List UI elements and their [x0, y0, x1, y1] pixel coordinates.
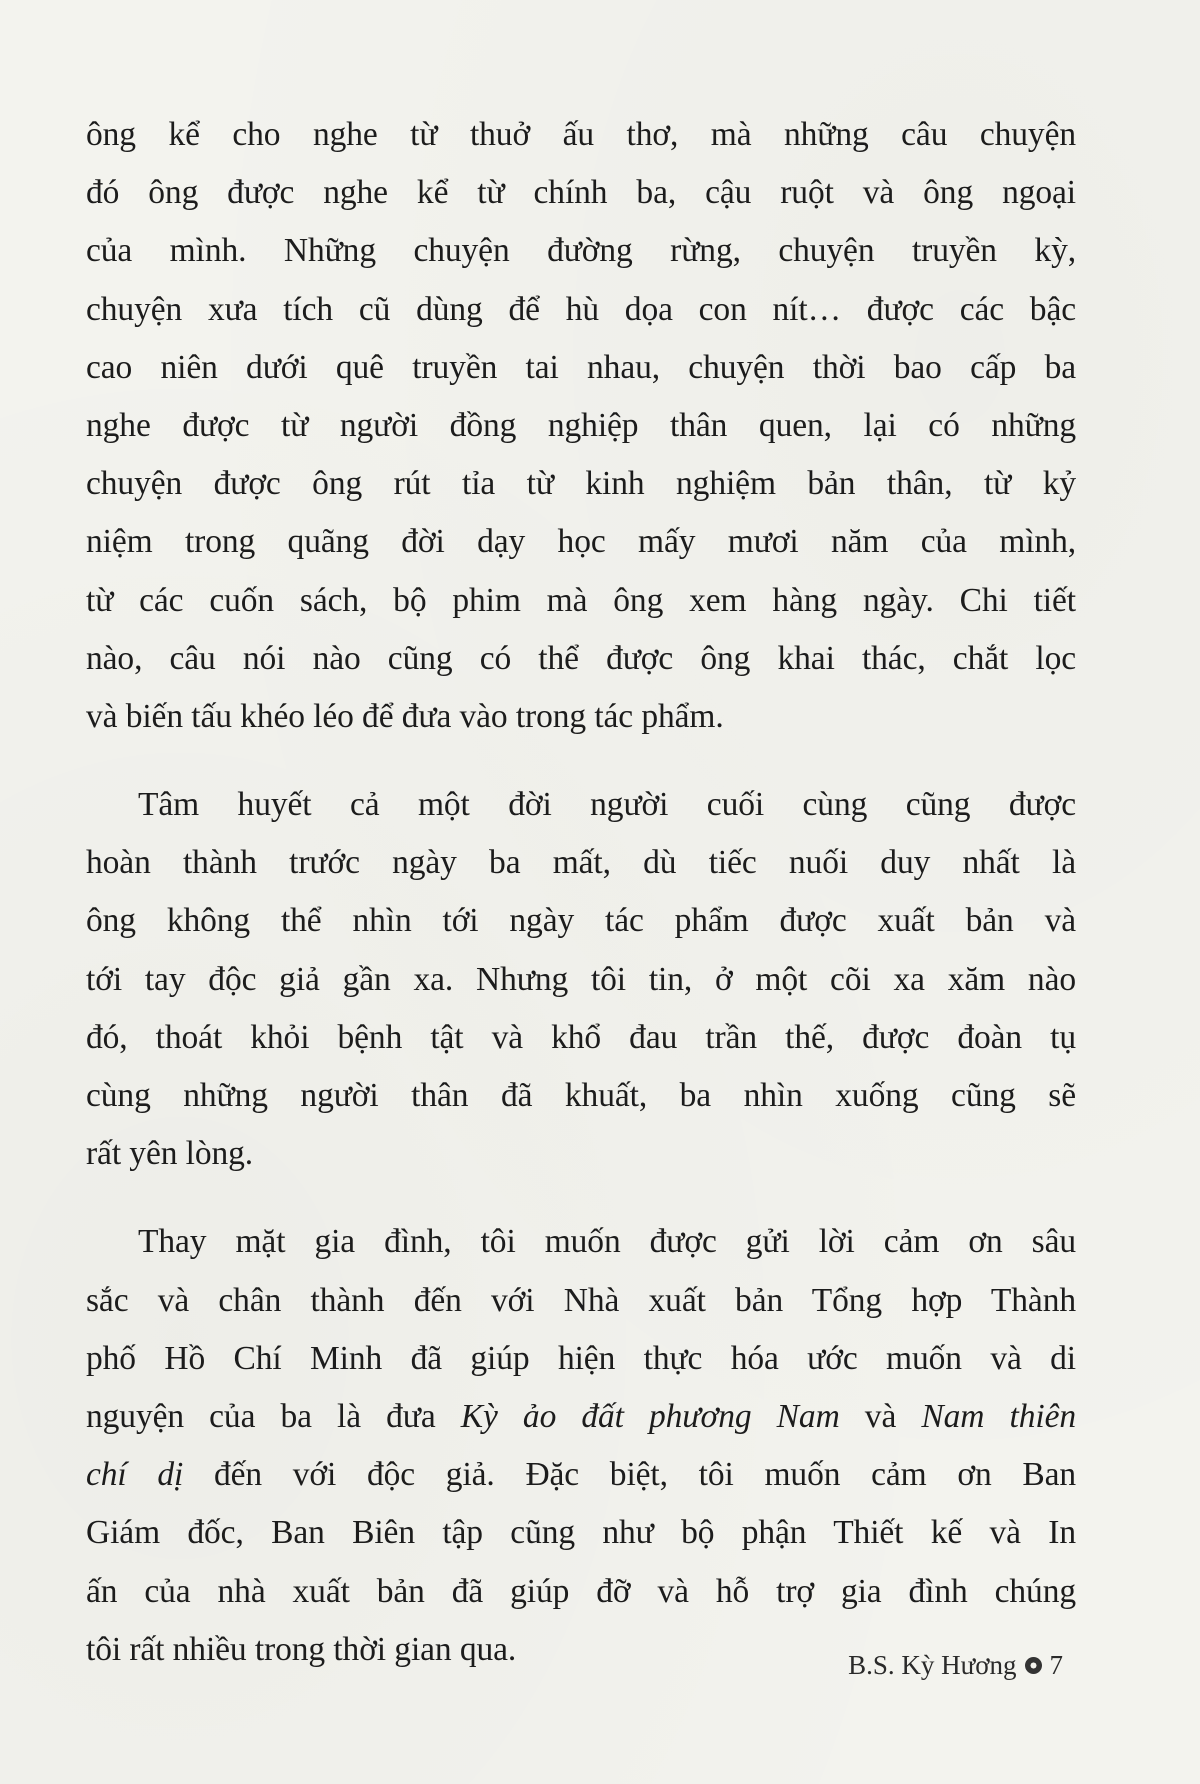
paragraph-1 [86, 106, 1076, 746]
text-line: phố Hồ Chí Minh đã giúp hiện thực hóa ước muốn và di [86, 1339, 1076, 1377]
book-title-italic: Kỳ ảo đất phương Nam [460, 1397, 840, 1435]
page-footer [848, 1650, 1063, 1681]
text-line [86, 1388, 1076, 1446]
book-title-italic: chí dị [86, 1456, 184, 1494]
text-line: Giám đốc, Ban Biên tập cũng như bộ phận Thiết kế và In [86, 1514, 1076, 1552]
text-run: và [839, 1397, 922, 1435]
text-line [86, 1446, 1076, 1504]
text-line: cùng những người thân đã khuất, ba nhìn xuống cũng sẽ [86, 1077, 1076, 1114]
page-number: 7 [1049, 1650, 1063, 1680]
text-line: đó ông được nghe kể từ chính ba, cậu ruột và ông ngoại [86, 174, 1076, 212]
text-line: Thay mặt gia đình, tôi muốn được gửi lời cảm ơn sâu [138, 1223, 1076, 1261]
text-line: nào, câu nói nào cũng có thể được ông khai thác, chắt lọc [86, 639, 1076, 677]
flower-ornament-icon [1025, 1657, 1042, 1674]
text-run: nguyện của ba là đưa [86, 1397, 461, 1435]
text-line: tôi rất nhiều trong thời gian qua. [86, 1630, 517, 1668]
text-line: sắc và chân thành đến với Nhà xuất bản Tổng hợp Thành [86, 1281, 1076, 1319]
body-text [86, 106, 1076, 1679]
paragraph-3 [86, 1213, 1076, 1679]
text-run: đến với độc giả. Đặc biệt, tôi muốn cảm ơn Ban [183, 1456, 1077, 1494]
text-line: niệm trong quãng đời dạy học mấy mươi năm của mình, [86, 523, 1076, 561]
text-line: ông kể cho nghe từ thuở ấu thơ, mà những câu chuyện [86, 116, 1076, 153]
book-title-italic: Nam thiên [921, 1397, 1076, 1435]
text-line: ấn của nhà xuất bản đã giúp đỡ và hỗ trợ gia đình chúng [86, 1572, 1076, 1610]
text-line: và biến tấu khéo léo để đưa vào trong tác phẩm. [86, 697, 724, 735]
text-line: của mình. Những chuyện đường rừng, chuyện truyền kỳ, [86, 232, 1076, 270]
text-line: nghe được từ người đồng nghiệp thân quen, lại có những [86, 406, 1076, 444]
text-line: hoàn thành trước ngày ba mất, dù tiếc nuối duy nhất là [86, 844, 1076, 882]
text-line: đó, thoát khỏi bệnh tật và khổ đau trần thế, được đoàn tụ [86, 1018, 1076, 1056]
text-line: cao niên dưới quê truyền tai nhau, chuyện thời bao cấp ba [86, 348, 1076, 386]
text-line: chuyện xưa tích cũ dùng để hù dọa con nít… được các bậc [86, 290, 1076, 328]
text-line: từ các cuốn sách, bộ phim mà ông xem hàng ngày. Chi tiết [86, 581, 1076, 619]
author-name: B.S. Kỳ Hương [848, 1650, 1017, 1680]
text-line: tới tay độc giả gần xa. Nhưng tôi tin, ở một cõi xa xăm nào [86, 960, 1076, 998]
text-line: rất yên lòng. [86, 1135, 254, 1173]
text-line: Tâm huyết cả một đời người cuối cùng cũng được [138, 786, 1076, 824]
text-line: chuyện được ông rút tỉa từ kinh nghiệm bản thân, từ kỷ [86, 465, 1076, 503]
text-line: ông không thể nhìn tới ngày tác phẩm được xuất bản và [86, 902, 1076, 940]
paragraph-2 [86, 776, 1076, 1183]
